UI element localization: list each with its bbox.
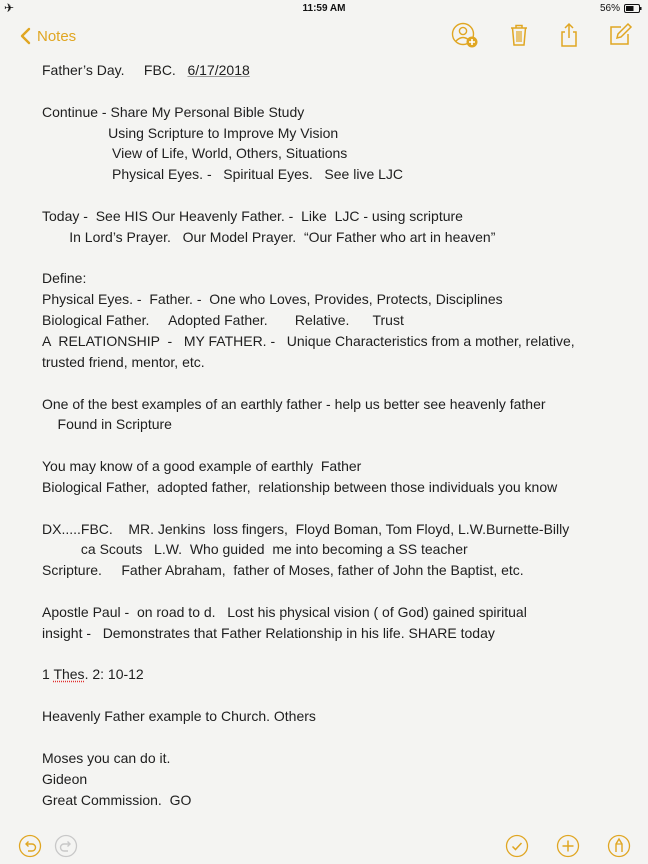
note-line: Scripture. Father Abraham, father of Moses, father of John the Baptist, etc. <box>42 562 524 579</box>
note-line: Today - See HIS Our Heavenly Father. - Like LJC - using scripture <box>42 207 463 224</box>
note-line: A RELATIONSHIP - MY FATHER. - Unique Characteristics from a mother, relative, <box>42 332 575 349</box>
note-line <box>42 644 632 665</box>
back-to-notes-button[interactable] <box>20 24 76 48</box>
share-icon[interactable] <box>555 21 583 49</box>
note-line <box>42 581 632 602</box>
note-line: DX.....FBC. MR. Jenkins loss fingers, Floyd Boman, Tom Floyd, L.W.Burnette-Billy <box>42 520 570 537</box>
note-line: Great Commission. GO <box>42 791 192 808</box>
trash-icon[interactable] <box>505 21 533 49</box>
note-line: Using Scripture to Improve My Vision <box>42 124 339 141</box>
note-line: insight - Demonstrates that Father Relationship in his life. SHARE today <box>42 624 495 641</box>
note-line <box>42 185 632 206</box>
misspelled-word[interactable]: Thes <box>53 666 85 683</box>
navigation-bar <box>0 18 648 54</box>
note-line: Moses you can do it. <box>42 749 171 766</box>
note-lines <box>42 81 632 665</box>
add-icon[interactable] <box>556 834 580 858</box>
status-time: 11:59 AM <box>302 3 346 14</box>
add-people-icon[interactable] <box>451 21 479 49</box>
note-line <box>42 373 632 394</box>
note-line: Biological Father. Adopted Father. Relative. Trust <box>42 312 404 329</box>
markup-pen-icon[interactable] <box>607 834 631 858</box>
note-line: Found in Scripture <box>42 416 172 433</box>
status-bar <box>0 0 648 18</box>
note-line: Define: <box>42 270 87 287</box>
note-line: In Lord’s Prayer. Our Model Prayer. “Our Father who art in heaven” <box>42 228 496 245</box>
note-line <box>42 685 632 706</box>
compose-icon[interactable] <box>606 21 634 49</box>
note-line: 1 Thes. 2: 10-12 <box>42 666 144 683</box>
note-line <box>42 727 632 748</box>
note-line: trusted friend, mentor, etc. <box>42 353 205 370</box>
airplane-icon: ✈ <box>4 1 15 15</box>
note-text-area[interactable] <box>42 60 632 810</box>
note-line: Physical Eyes. - Spiritual Eyes. See live LJC <box>42 166 404 183</box>
battery-percent: 56% <box>599 3 620 14</box>
note-line: Biological Father, adopted father, relationship between those individuals you know <box>42 478 558 495</box>
note-line: One of the best examples of an earthly father - help us better see heavenly father <box>42 395 546 412</box>
note-line: Gideon <box>42 770 88 787</box>
back-button-label: Notes <box>37 27 77 45</box>
note-line: Father’s Day. FBC. 6/17/2018 <box>42 62 250 78</box>
note-date: 6/17/2018 <box>187 62 250 78</box>
note-line <box>42 248 632 269</box>
note-line <box>42 498 632 519</box>
note-tail-lines <box>42 685 632 810</box>
note-line: Heavenly Father example to Church. Others <box>42 708 316 725</box>
battery-icon <box>624 4 642 13</box>
checklist-icon[interactable] <box>505 834 529 858</box>
note-line: ca Scouts L.W. Who guided me into becoming a SS teacher <box>42 541 468 558</box>
note-line: Apostle Paul - on road to d. Lost his physical vision ( of God) gained spiritual <box>42 603 527 620</box>
note-line: Physical Eyes. - Father. - One who Loves, Provides, Protects, Disciplines <box>42 291 503 308</box>
redo-icon[interactable] <box>54 834 78 858</box>
note-line <box>42 435 632 456</box>
note-line: View of Life, World, Others, Situations <box>42 145 348 162</box>
chevron-left-icon <box>20 27 31 45</box>
note-line: You may know of a good example of earthly Father <box>42 458 362 475</box>
undo-icon[interactable] <box>18 834 42 858</box>
bottom-toolbar <box>0 828 648 864</box>
note-line <box>42 81 632 102</box>
note-line: Continue - Share My Personal Bible Study <box>42 103 305 120</box>
